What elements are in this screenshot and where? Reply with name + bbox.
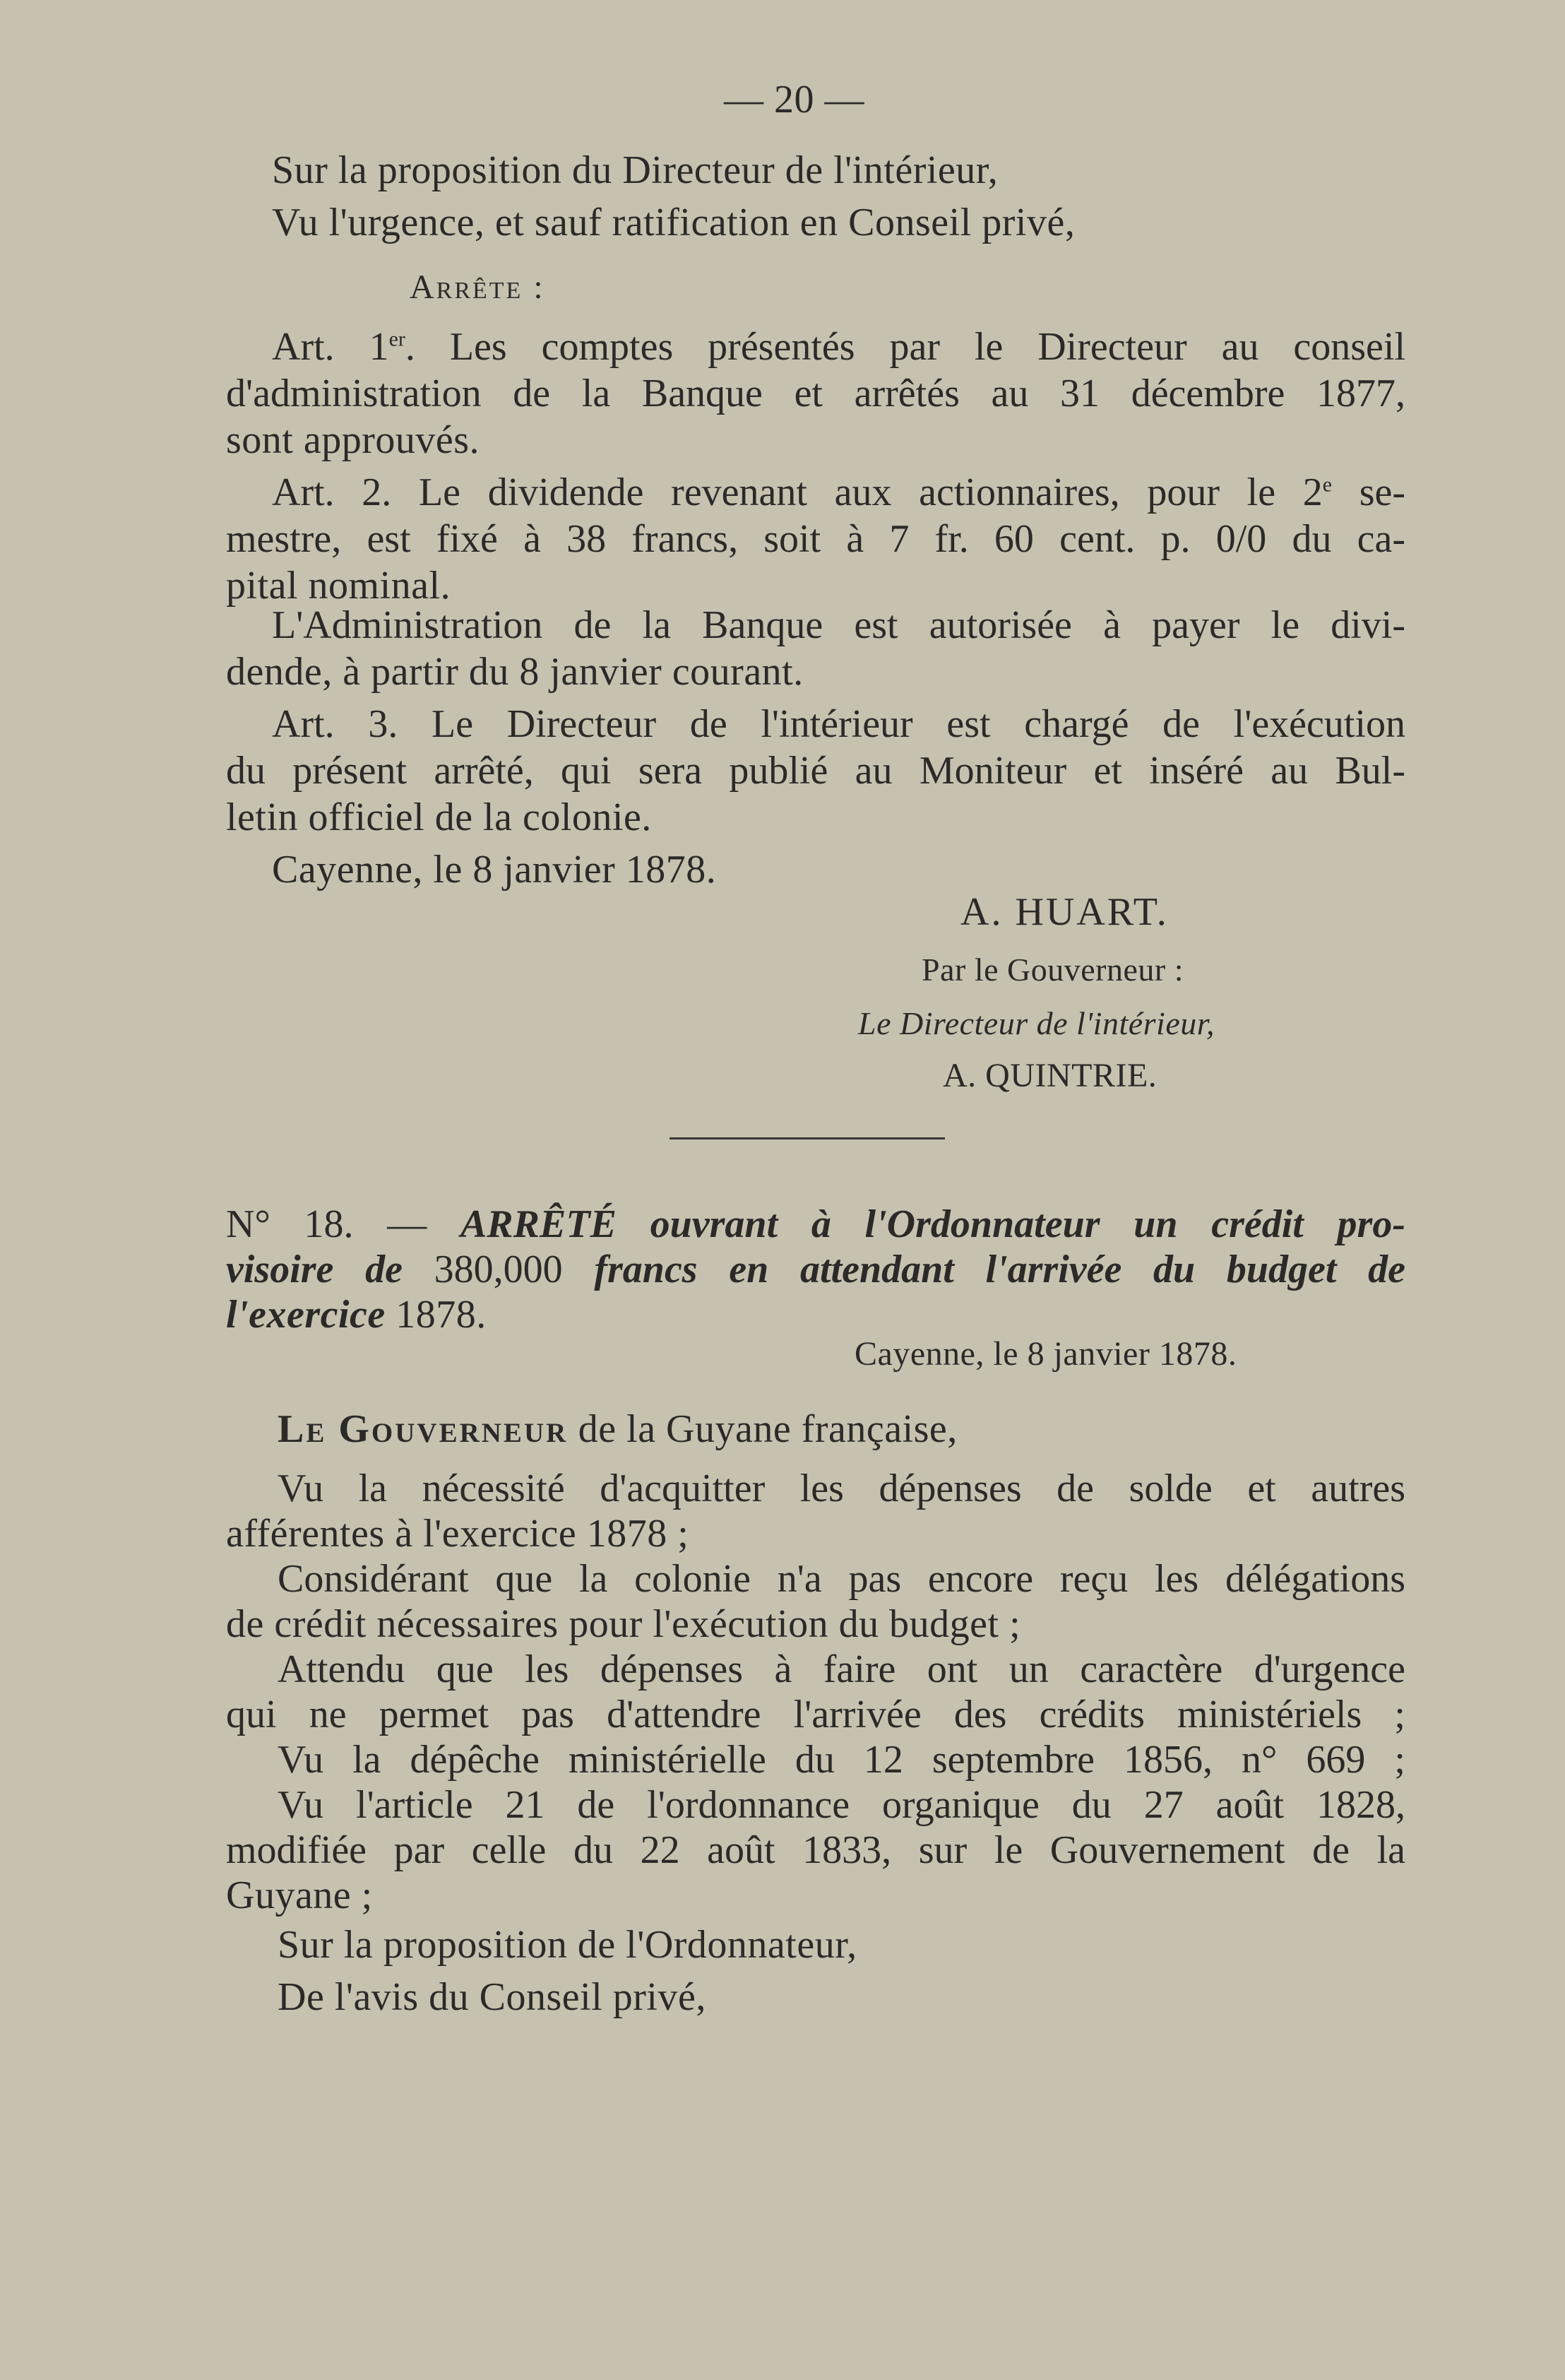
- arrete-title-line-3: l'exercice 1878.: [226, 1293, 487, 1337]
- signature-huart: A. HUART.: [960, 890, 1169, 934]
- article-2-line-2: mestre, est fixé à 38 francs, soit à 7 fr. 60 cent. p. 0/0 du ca-: [226, 517, 1405, 561]
- paragraph-3-line-1: Attendu que les dépenses à faire ont un caractère d'urgence: [278, 1647, 1405, 1691]
- article-1-line-1: Art. 1er. Les comptes présentés par le Directeur au conseil: [272, 325, 1406, 369]
- paragraph-2-line-2: de crédit nécessaires pour l'exécution du budget ;: [226, 1602, 1021, 1646]
- article-2-line-1: Art. 2. Le dividende revenant aux actionnaires, pour le 2e se-: [272, 470, 1406, 514]
- directeur-interieur: Le Directeur de l'intérieur,: [858, 1005, 1215, 1041]
- proposition-line: Sur la proposition du Directeur de l'intérieur,: [272, 148, 999, 192]
- paragraph-3-line-2: qui ne permet pas d'attendre l'arrivée des crédits ministériels ;: [226, 1693, 1405, 1736]
- paragraph-5-line-2: modifiée par celle du 22 août 1833, sur le Gouvernement de la: [226, 1828, 1405, 1872]
- urgence-line: Vu l'urgence, et sauf ratification en Conseil privé,: [272, 201, 1076, 244]
- paragraph-1-line-1: Vu la nécessité d'acquitter les dépenses de solde et autres: [278, 1467, 1405, 1510]
- article-2-line-3: pital nominal.: [226, 564, 451, 608]
- arrete-date: Cayenne, le 8 janvier 1878.: [855, 1335, 1237, 1373]
- place-date: Cayenne, le 8 janvier 1878.: [272, 848, 717, 892]
- paragraph-1-line-2: afférentes à l'exercice 1878 ;: [226, 1512, 689, 1556]
- par-le-gouverneur: Par le Gouverneur :: [922, 952, 1184, 988]
- article-1-line-2: d'administration de la Banque et arrêtés au 31 décembre 1877,: [226, 372, 1405, 415]
- administration-line-1: L'Administration de la Banque est autorisée à payer le divi-: [272, 603, 1405, 647]
- signature-quintrie: A. QUINTRIE.: [943, 1057, 1158, 1094]
- paragraph-7-line-1: De l'avis du Conseil privé,: [278, 1975, 706, 2019]
- paragraph-5-line-1: Vu l'article 21 de l'ordonnance organique du 27 août 1828,: [278, 1783, 1405, 1827]
- page-number: — 20 —: [724, 78, 864, 122]
- paragraph-4-line-1: Vu la dépêche ministérielle du 12 septembre 1856, n° 669 ;: [278, 1738, 1405, 1782]
- gouverneur-line: Le Gouverneur de la Guyane française,: [278, 1407, 958, 1451]
- paragraph-5-line-3: Guyane ;: [226, 1873, 373, 1917]
- article-3-line-2: du présent arrêté, qui sera publié au Moniteur et inséré au Bul-: [226, 749, 1405, 793]
- section-divider: [670, 1137, 945, 1139]
- arrete-title-line-2: visoire de 380,000 francs en attendant l'arrivée du budget de: [226, 1248, 1405, 1291]
- article-1-line-3: sont approuvés.: [226, 418, 480, 462]
- paragraph-6-line-1: Sur la proposition de l'Ordonnateur,: [278, 1923, 857, 1967]
- article-3-line-3: letin officiel de la colonie.: [226, 795, 652, 839]
- arrete-heading: Arrête :: [410, 268, 545, 306]
- article-3-line-1: Art. 3. Le Directeur de l'intérieur est chargé de l'exécution: [272, 702, 1405, 746]
- paragraph-2-line-1: Considérant que la colonie n'a pas encore reçu les délégations: [278, 1557, 1405, 1601]
- arrete-title-line-1: N° 18. — ARRÊTÉ ouvrant à l'Ordonnateur un crédit pro-: [226, 1202, 1405, 1246]
- administration-line-2: dende, à partir du 8 janvier courant.: [226, 650, 804, 694]
